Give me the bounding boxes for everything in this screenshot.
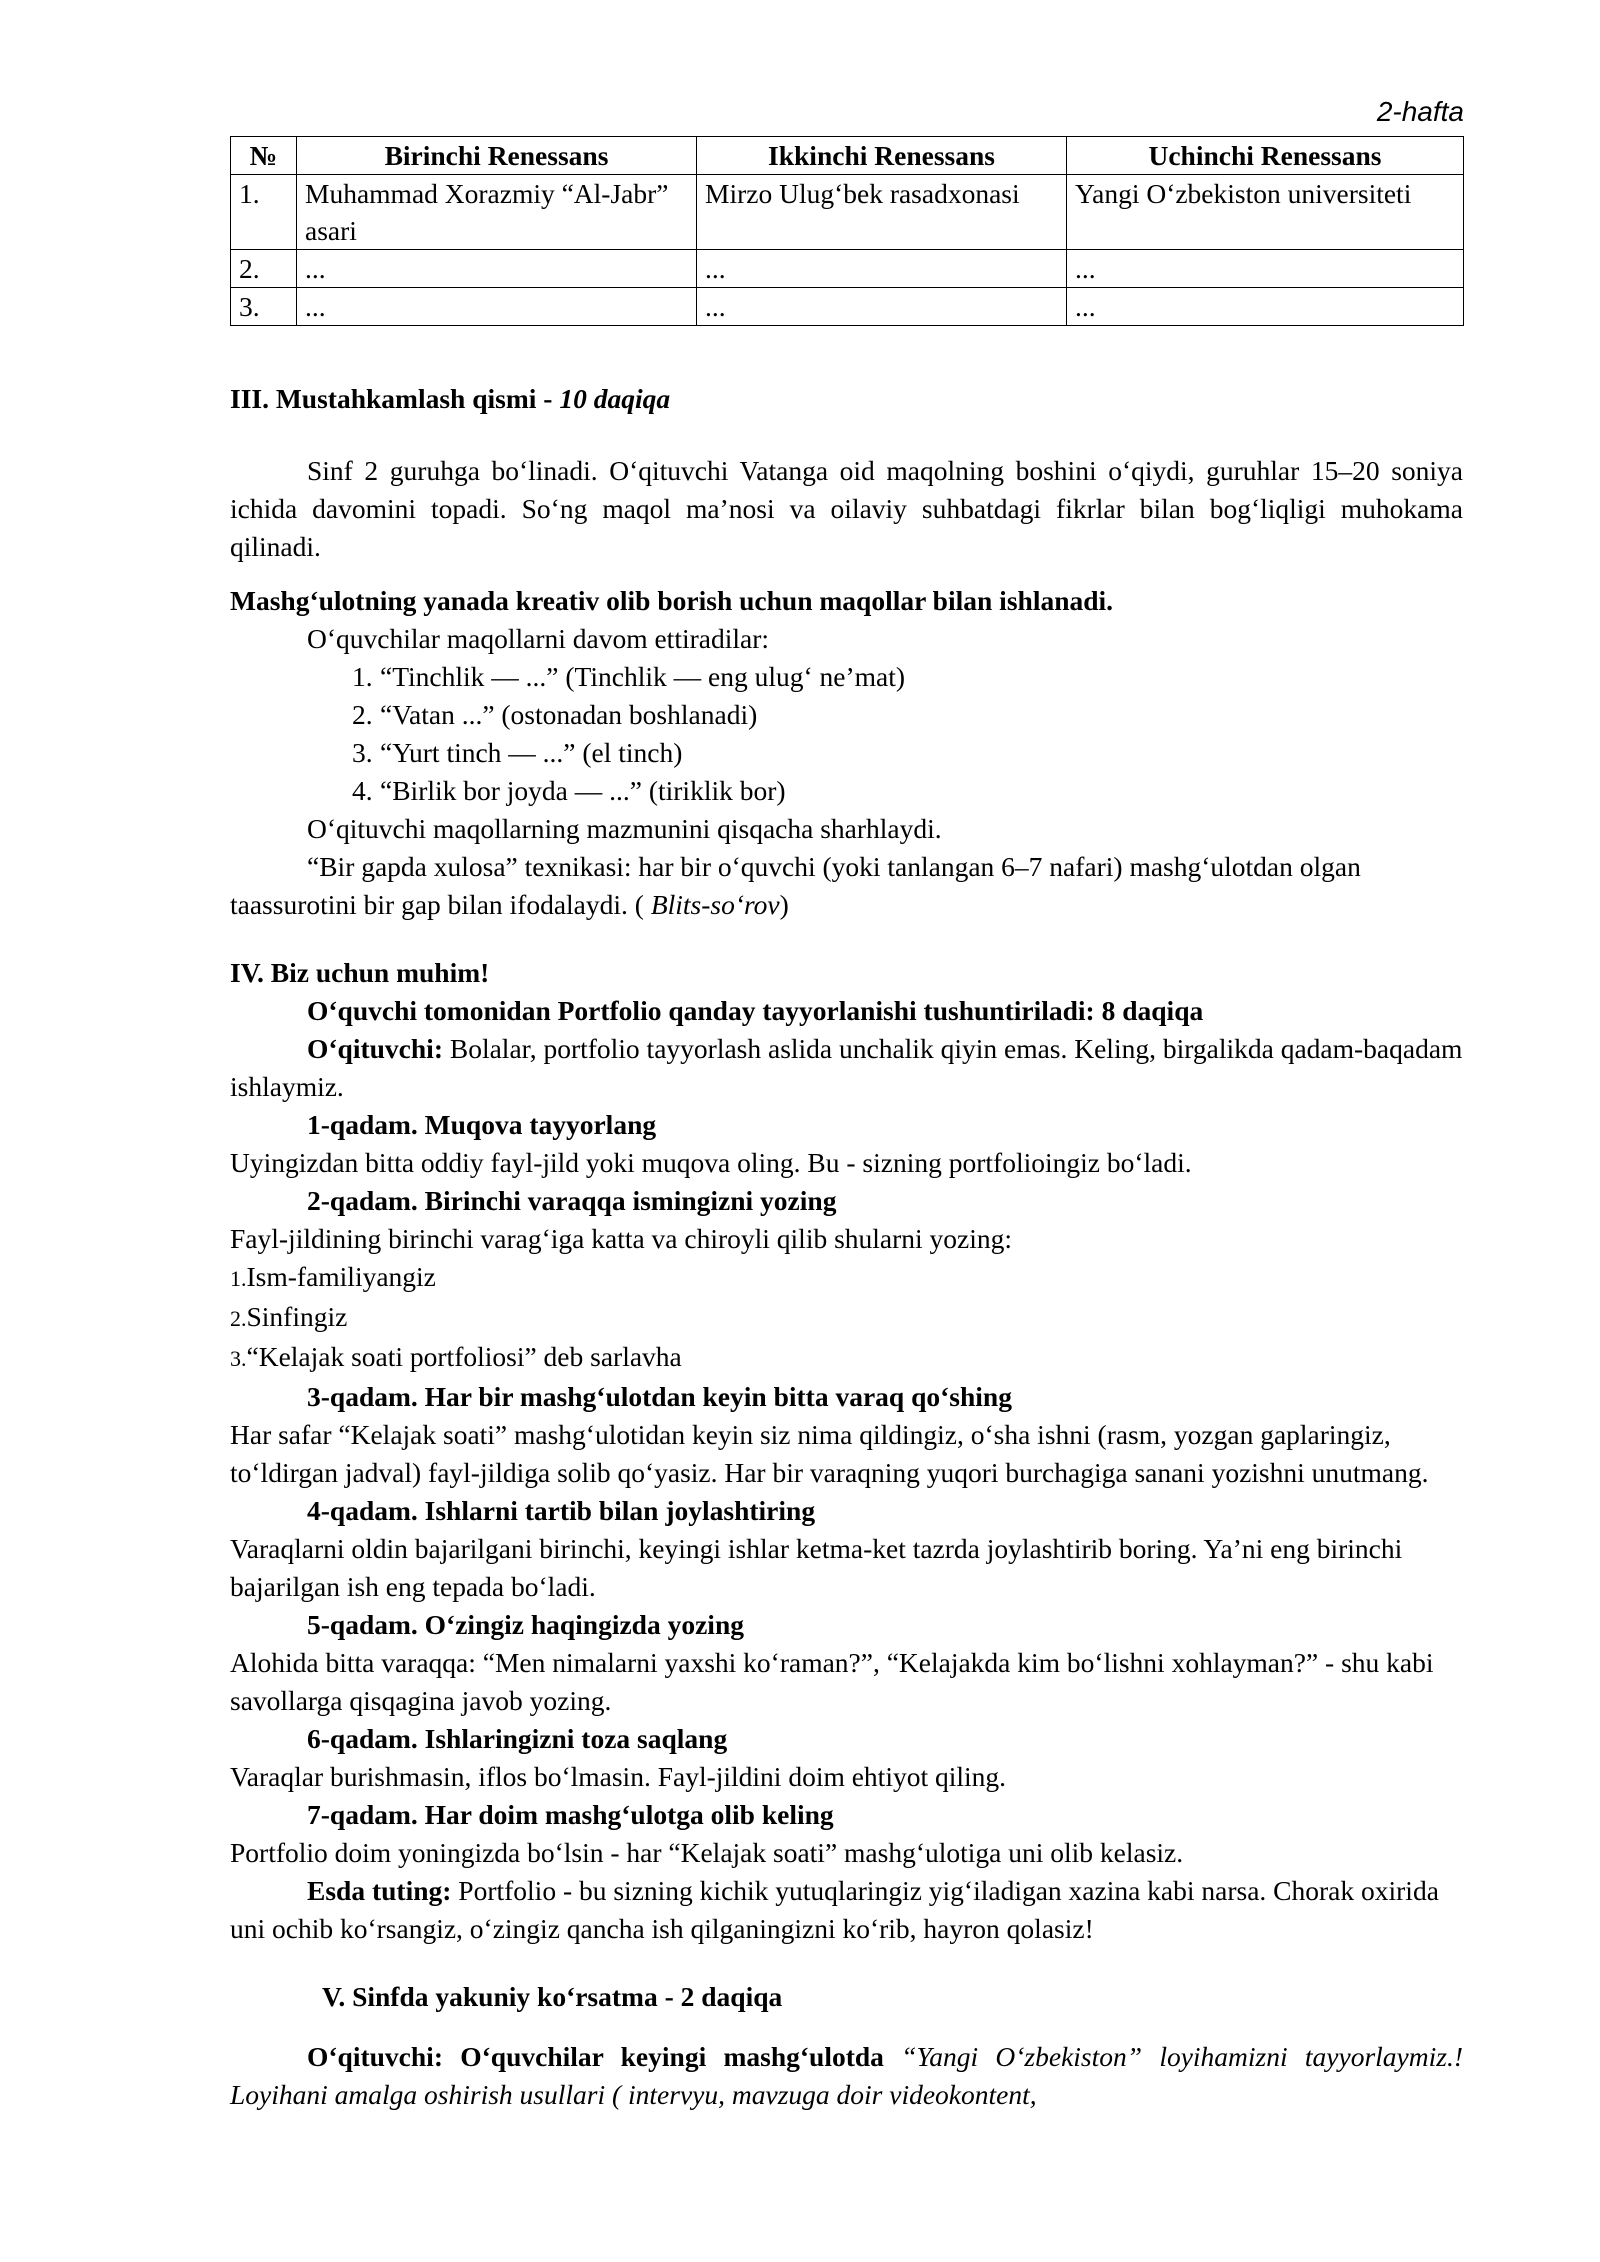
step-title: 1-qadam. Muqova tayyorlang bbox=[307, 1109, 657, 1140]
list-item bbox=[230, 772, 1463, 810]
list-text: “Birlik bor joyda — ...” (tiriklik bor) bbox=[380, 775, 786, 806]
section-5-teacher-label: O‘qituvchi: O‘quvchilar keyingi mashg‘ulotda bbox=[307, 2041, 884, 2072]
step-title: 3-qadam. Har bir mashg‘ulotdan keyin bitta varaq qo‘shing bbox=[307, 1381, 1012, 1412]
list-number: 1. bbox=[352, 661, 373, 692]
list-text: “Yurt tinch — ...” (el tinch) bbox=[380, 737, 683, 768]
technique-paragraph bbox=[230, 848, 1463, 924]
table-cell: ... bbox=[1067, 288, 1464, 326]
list-number: 1. bbox=[230, 1266, 247, 1291]
proverbs-intro: O‘quvchilar maqollarni davom ettiradilar: bbox=[307, 623, 769, 654]
section-5-title: V. Sinfda yakuniy ko‘rsatma - 2 daqiqa bbox=[322, 1981, 783, 2012]
remember-label: Esda tuting: bbox=[307, 1875, 452, 1906]
table-cell: ... bbox=[1067, 250, 1464, 288]
list-item bbox=[230, 1298, 1463, 1338]
list-item bbox=[230, 658, 1463, 696]
remember-text: Portfolio - bu sizning kichik yutuqlaringiz yig‘iladigan xazina kabi narsa. Chorak oxirida uni ochib ko‘rsangiz, o‘zingiz qancha ish qilganingizni ko‘rib, hayron qolasiz! bbox=[230, 1875, 1439, 1944]
renaissance-table bbox=[230, 136, 1464, 326]
step-title: 7-qadam. Har doim mashg‘ulotga olib keling bbox=[307, 1799, 834, 1830]
proverbs-list bbox=[230, 658, 1463, 810]
list-number: 3. bbox=[230, 1346, 247, 1371]
table-cell: ... bbox=[697, 250, 1067, 288]
table-header-cell: № bbox=[231, 137, 297, 175]
table-row bbox=[231, 175, 1464, 250]
document-body bbox=[230, 380, 1463, 2114]
list-text: “Vatan ...” (ostonadan boshlanadi) bbox=[380, 699, 758, 730]
table-cell: 1. bbox=[231, 175, 297, 250]
technique-text: “Bir gapda xulosa” texnikasi: har bir o‘quvchi (yoki tanlangan 6–7 nafari) mashg‘ulotdan olgan taassurotini bir gap bilan ifodalaydi. ( bbox=[230, 851, 1361, 920]
table-row bbox=[231, 288, 1464, 326]
table-cell: 3. bbox=[231, 288, 297, 326]
table-header-cell: Uchinchi Renessans bbox=[1067, 137, 1464, 175]
step-text: Portfolio doim yoningizda bo‘lsin - har “Kelajak soati” mashg‘ulotiga uni olib kelasiz. bbox=[230, 1837, 1184, 1868]
list-text: Sinfingiz bbox=[246, 1301, 348, 1332]
list-number: 2. bbox=[352, 699, 373, 730]
table-header-row bbox=[231, 137, 1464, 175]
remember-paragraph bbox=[230, 1872, 1463, 1948]
step-title: 5-qadam. O‘zingiz haqingizda yozing bbox=[307, 1609, 744, 1640]
list-number: 2. bbox=[230, 1306, 247, 1331]
list-item bbox=[230, 696, 1463, 734]
list-number: 4. bbox=[352, 775, 373, 806]
list-number: 3. bbox=[352, 737, 373, 768]
section-5-paragraph bbox=[230, 2038, 1463, 2114]
section-4-subtitle: O‘quvchi tomonidan Portfolio qanday tayyorlanishi tushuntiriladi: 8 daqiqa bbox=[307, 995, 1204, 1026]
step-text: Har safar “Kelajak soati” mashg‘ulotidan keyin siz nima qildingiz, o‘sha ishni (rasm, yozgan gaplaringiz, to‘ldirgan jadval) fayl-jildiga solib qo‘yasiz. Har bir varaqning yuqori burchagiga sanani yozishni unutmang. bbox=[230, 1419, 1429, 1488]
section-5-italic-text: “Yangi O‘zbekiston” loyihamizni tayyorlaymiz.! Loyihani amalga oshirish usullari ( intervyu, mavzuga doir videokontent, bbox=[230, 2041, 1463, 2110]
list-text: “Tinchlik — ...” (Tinchlik — eng ulug‘ ne’mat) bbox=[380, 661, 905, 692]
table-cell: ... bbox=[697, 288, 1067, 326]
list-item bbox=[230, 1338, 1463, 1378]
step-text: Alohida bitta varaqqa: “Men nimalarni yaxshi ko‘raman?”, “Kelajakda kim bo‘lishni xohlayman?” - shu kabi savollarga qisqagina javob yozing. bbox=[230, 1647, 1434, 1716]
section-3-bold-line: Mashg‘ulotning yanada kreativ olib borish uchun maqollar bilan ishlanadi. bbox=[230, 585, 1114, 616]
step-text: Uyingizdan bitta oddiy fayl-jild yoki muqova oling. Bu - sizning portfolioingiz bo‘ladi. bbox=[230, 1147, 1192, 1178]
table-cell: ... bbox=[297, 250, 697, 288]
table-cell: ... bbox=[297, 288, 697, 326]
section-3-paragraph: Sinf 2 guruhga bo‘linadi. O‘qituvchi Vatanga oid maqolning boshini o‘qiydi, guruhlar 15–20 soniya ichida davomini topadi. So‘ng maqol ma’nosi va oilaviy suhbatdagi fikrlar bilan bog‘liqligi muhokama qilinadi. bbox=[230, 455, 1463, 562]
table-header-cell: Ikkinchi Renessans bbox=[697, 137, 1067, 175]
teacher-text: Bolalar, portfolio tayyorlash aslida unchalik qiyin emas. Keling, birgalikda qadam-baqadam ishlaymiz. bbox=[230, 1033, 1463, 1102]
technique-italic: Blits-so‘rov bbox=[650, 889, 780, 920]
table-cell: 2. bbox=[231, 250, 297, 288]
step-text: Varaqlar burishmasin, iflos bo‘lmasin. Fayl-jildini doim ehtiyot qiling. bbox=[230, 1761, 1007, 1792]
teacher-comment: O‘qituvchi maqollarning mazmunini qisqacha sharhlaydi. bbox=[307, 813, 942, 844]
list-item bbox=[230, 1258, 1463, 1298]
step-text: Varaqlarni oldin bajarilgani birinchi, keyingi ishlar ketma-ket tazrda joylashtirib boring. Ya’ni eng birinchi bajarilgan ish eng tepada bo‘ladi. bbox=[230, 1533, 1403, 1602]
step-title: 2-qadam. Birinchi varaqqa ismingizni yozing bbox=[307, 1185, 837, 1216]
section-3-heading bbox=[230, 380, 1463, 418]
step-text: Fayl-jildining birinchi varag‘iga katta va chiroyli qilib shularni yozing: bbox=[230, 1223, 1013, 1254]
step-title: 4-qadam. Ishlarni tartib bilan joylashtiring bbox=[307, 1495, 816, 1526]
teacher-label: O‘qituvchi: bbox=[307, 1033, 443, 1064]
list-text: Ism-familiyangiz bbox=[246, 1261, 436, 1292]
table-header-cell: Birinchi Renessans bbox=[297, 137, 697, 175]
list-item bbox=[230, 734, 1463, 772]
technique-end: ) bbox=[779, 889, 789, 920]
section-3-duration: 10 daqiqa bbox=[559, 383, 671, 414]
table-cell: Muhammad Xorazmiy “Al-Jabr” asari bbox=[297, 175, 697, 250]
table-cell: Mirzo Ulug‘bek rasadxonasi bbox=[697, 175, 1067, 250]
table-row bbox=[231, 250, 1464, 288]
table-cell: Yangi O‘zbekiston universiteti bbox=[1067, 175, 1464, 250]
section-4-title: IV. Biz uchun muhim! bbox=[230, 957, 490, 988]
teacher-intro bbox=[230, 1030, 1463, 1106]
week-label: 2-hafta bbox=[1376, 96, 1464, 127]
section-3-title: III. Mustahkamlash qismi - bbox=[230, 383, 560, 414]
list-text: “Kelajak soati portfoliosi” deb sarlavha bbox=[246, 1341, 682, 1372]
step-title: 6-qadam. Ishlaringizni toza saqlang bbox=[307, 1723, 728, 1754]
